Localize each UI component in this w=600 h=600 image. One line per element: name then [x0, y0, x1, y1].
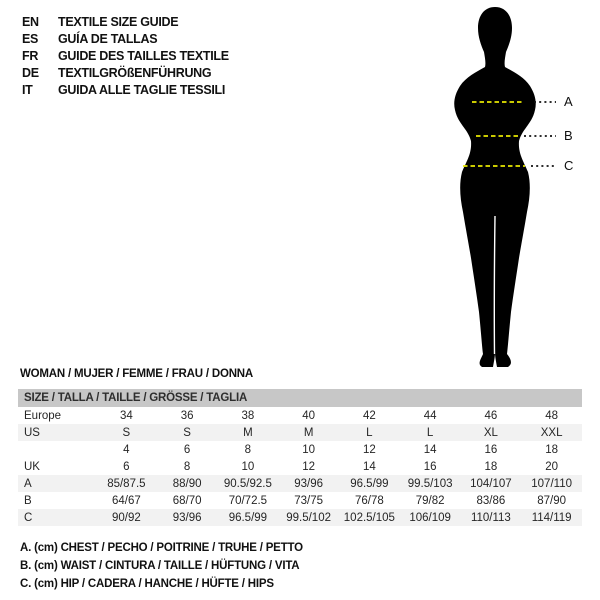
table-cell: 38: [241, 409, 255, 422]
table-cell: XL: [483, 426, 498, 439]
row-label: A: [24, 477, 32, 490]
row-label: B: [24, 494, 32, 507]
table-cell: XXL: [540, 426, 563, 439]
table-cell: 104/107: [470, 477, 512, 490]
table-cell: 42: [362, 409, 376, 422]
language-code: ES: [22, 31, 39, 46]
table-cell: 44: [423, 409, 437, 422]
measure-label-b: B: [564, 128, 573, 143]
size-table: [18, 389, 582, 526]
table-cell: M: [303, 426, 314, 439]
language-text: TEXTILGRÖßENFÜHRUNG: [58, 65, 212, 80]
table-cell: 93/96: [172, 511, 202, 524]
table-cell: 14: [362, 460, 376, 473]
row-label: UK: [24, 460, 40, 473]
table-cell: 6: [183, 443, 191, 456]
size-table-body: [18, 407, 582, 526]
row-label: C: [24, 511, 33, 524]
table-cell: 16: [423, 460, 437, 473]
table-cell: 6: [123, 460, 130, 473]
row-label: US: [24, 426, 40, 439]
table-cell: 110/113: [470, 511, 511, 524]
table-cell: 73/75: [294, 494, 324, 507]
table-cell: M: [243, 426, 253, 439]
table-cell: 4: [123, 443, 130, 456]
footnote-line: C. (cm) HIP / CADERA / HANCHE / HÜFTE / HIPS: [20, 578, 274, 590]
footnote-line: A. (cm) CHEST / PECHO / POITRINE / TRUHE / PETTO: [20, 542, 303, 554]
language-text: GUÍA DE TALLAS: [58, 31, 158, 46]
table-cell: 34: [119, 409, 133, 422]
legend-row-it: [22, 81, 229, 98]
table-cell: 48: [545, 409, 559, 422]
table-row: [18, 509, 582, 526]
table-cell: 70/72.5: [228, 494, 268, 507]
table-cell: 88/90: [172, 477, 202, 490]
silhouette-svg: [435, 2, 565, 374]
footnote-line: B. (cm) WAIST / CINTURA / TAILLE / HÜFTUNG / VITA: [20, 560, 300, 572]
table-cell: 12: [362, 443, 376, 456]
table-cell: 10: [302, 443, 316, 456]
table-cell: 99.5/103: [407, 477, 453, 490]
table-cell: 90.5/92.5: [223, 477, 272, 490]
table-cell: 16: [484, 443, 498, 456]
measurement-footnotes: [20, 542, 303, 596]
table-cell: 10: [241, 460, 255, 473]
table-cell: 102.5/105: [343, 511, 395, 524]
language-text: GUIDE DES TAILLES TEXTILE: [58, 48, 229, 63]
table-cell: S: [122, 426, 131, 439]
size-table-header: SIZE / TALLA / TAILLE / GRÖSSE / TAGLIA: [18, 389, 582, 407]
table-cell: 36: [180, 409, 194, 422]
table-cell: S: [183, 426, 191, 439]
leg-seam: [494, 216, 495, 354]
table-cell: 68/70: [172, 494, 202, 507]
table-cell: 12: [302, 460, 316, 473]
table-row: [18, 475, 582, 492]
table-cell: 8: [183, 460, 191, 473]
legend-row-de: [22, 64, 229, 81]
table-cell: 85/87.5: [107, 477, 146, 490]
table-cell: L: [426, 426, 434, 439]
measure-label-c: C: [564, 158, 574, 173]
legend-row-fr: [22, 47, 229, 64]
table-cell: 8: [244, 443, 252, 456]
table-row: [18, 441, 582, 458]
woman-silhouette-figure: [435, 2, 565, 374]
table-cell: 18: [545, 443, 559, 456]
table-cell: L: [366, 426, 373, 439]
table-cell: 79/82: [415, 494, 445, 507]
language-code: DE: [22, 65, 39, 80]
table-cell: 76/78: [354, 494, 384, 507]
table-cell: 64/67: [111, 494, 141, 507]
language-text: TEXTILE SIZE GUIDE: [58, 14, 179, 29]
table-row: [18, 458, 582, 475]
table-cell: 107/110: [531, 477, 572, 490]
language-legend: [22, 13, 229, 98]
table-row: [18, 407, 582, 424]
language-text: GUIDA ALLE TAGLIE TESSILI: [58, 82, 226, 97]
table-row: [18, 424, 582, 441]
language-code: EN: [22, 14, 39, 29]
table-cell: 90/92: [111, 511, 141, 524]
table-cell: 46: [484, 409, 498, 422]
table-cell: 93/96: [294, 477, 324, 490]
table-cell: 87/90: [537, 494, 567, 507]
row-label: Europe: [24, 409, 62, 422]
language-code: IT: [22, 82, 33, 97]
measure-label-a: A: [564, 94, 573, 109]
table-cell: 99.5/102: [286, 511, 331, 524]
section-title-woman: WOMAN / MUJER / FEMME / FRAU / DONNA: [20, 368, 254, 380]
legend-row-en: [22, 13, 229, 30]
legend-row-es: [22, 30, 229, 47]
table-cell: 96.5/99: [350, 477, 389, 490]
table-cell: 18: [484, 460, 498, 473]
language-code: FR: [22, 48, 39, 63]
table-cell: 96.5/99: [228, 511, 268, 524]
table-cell: 40: [302, 409, 316, 422]
woman-body-shape: [454, 7, 536, 367]
table-cell: 14: [423, 443, 437, 456]
table-cell: 83/86: [476, 494, 506, 507]
table-row: [18, 492, 582, 509]
table-cell: 106/109: [409, 511, 451, 524]
table-cell: 20: [545, 460, 559, 473]
table-cell: 114/119: [531, 511, 572, 524]
